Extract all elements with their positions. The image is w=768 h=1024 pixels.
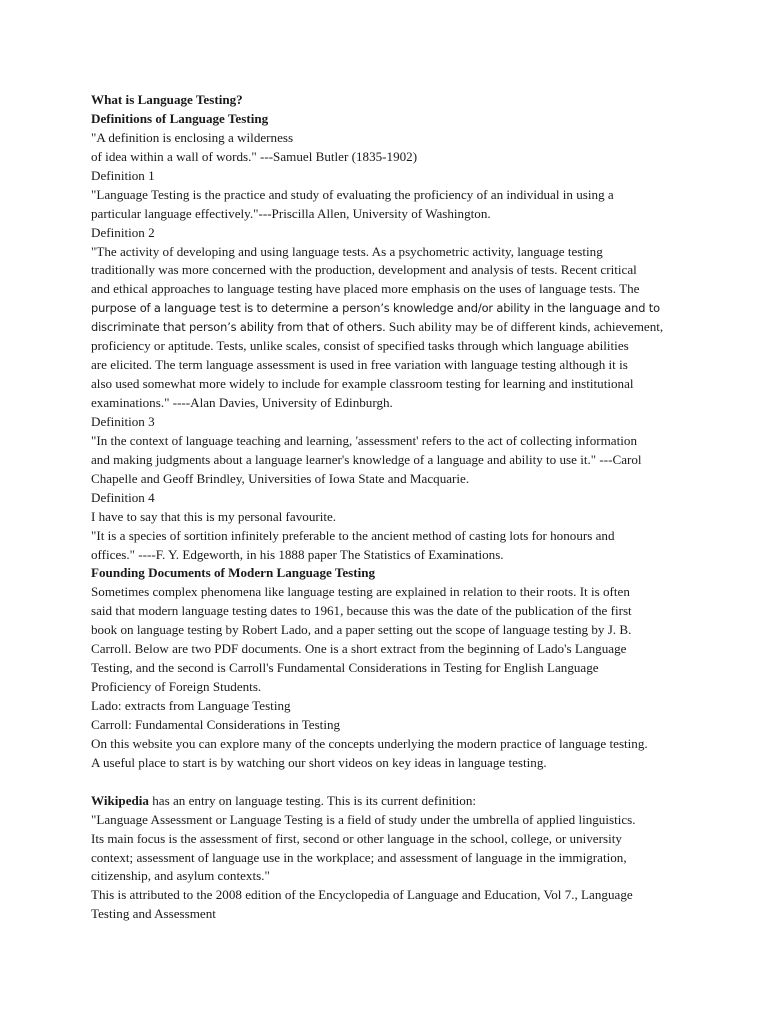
document-link-carroll[interactable]: Carroll: Fundamental Considerations in Testing [91,716,341,732]
paragraph-line: particular language effectively."---Priscilla Allen, University of Washington. [91,205,491,221]
paragraph-line: and ethical approaches to language testing have placed more emphasis on the uses of language tests. The [91,281,640,297]
paragraph-line: traditionally was more concerned with the production, development and analysis of tests. Recent critical [91,262,637,278]
definition-label: Definition 2 [91,224,155,240]
definition-label: Definition 3 [91,413,155,429]
paragraph-line: This is attributed to the 2008 edition of the Encyclopedia of Language and Education, Vol 7., Language [91,887,633,903]
paragraph-line: Its main focus is the assessment of first, second or other language in the school, college, or university [91,830,622,846]
paragraph-line: book on language testing by Robert Lado, and a paper setting out the scope of language testing by J. B. [91,622,632,638]
paragraph-line: also used somewhat more widely to include for example classroom testing for learning and institutional [91,376,634,392]
document-page [91,91,691,924]
paragraph-line: A useful place to start is by watching our short videos on key ideas in language testing. [91,754,547,770]
paragraph-line: "Language Testing is the practice and study of evaluating the proficiency of an individual in using a [91,186,614,202]
paragraph-line: proficiency or aptitude. Tests, unlike scales, consist of specified tasks through which language abilities [91,338,629,354]
paragraph-line [91,318,691,337]
paragraph-line: I have to say that this is my personal favourite. [91,508,337,524]
paragraph-line: and making judgments about a language learner's knowledge of a language and ability to use it." ---Carol [91,451,642,467]
paragraph-line: offices." ----F. Y. Edgeworth, in his 1888 paper The Statistics of Examinations. [91,546,504,562]
section-title-definitions: Definitions of Language Testing [91,110,269,126]
page-heading: What is Language Testing? [91,92,243,107]
paragraph-line: "The activity of developing and using language tests. As a psychometric activity, language testing [91,243,603,259]
section-title-founding-documents: Founding Documents of Modern Language Testing [91,565,376,581]
paragraph-line: Carroll. Below are two PDF documents. One is a short extract from the beginning of Lado's Language [91,641,627,657]
paragraph-fragment: discriminate that person’s ability from that of others. [91,320,386,335]
paragraph-fragment: Such ability may be of different kinds, achievement, [385,319,664,335]
epigraph-line: "A definition is enclosing a wilderness [91,129,294,145]
paragraph-line: examinations." ----Alan Davies, University of Edinburgh. [91,395,393,410]
paragraph-line: "It is a species of sortition infinitely preferable to the ancient method of casting lots for honours and [91,527,615,543]
paragraph-line: context; assessment of language use in the workplace; and assessment of language in the immigration, [91,849,627,865]
paragraph-line: "Language Assessment or Language Testing is a field of study under the umbrella of applied linguistics. [91,811,636,827]
paragraph-line: are elicited. The term language assessment is used in free variation with language testing although it is [91,357,628,373]
paragraph-line: citizenship, and asylum contexts." [91,868,270,884]
paragraph-line: purpose of a language test is to determine a person’s knowledge and/or ability in the language and to [91,301,660,316]
paragraph-line: Chapelle and Geoff Brindley, Universities of Iowa State and Macquarie. [91,470,470,486]
paragraph-fragment: has an entry on language testing. This is its current definition: [148,792,477,808]
wikipedia-label: Wikipedia [91,792,149,808]
document-link-lado[interactable]: Lado: extracts from Language Testing [91,698,291,713]
paragraph-line: On this website you can explore many of the concepts underlying the modern practice of language testing. [91,735,648,751]
paragraph-line: said that modern language testing dates to 1961, because this was the date of the publication of the first [91,603,632,619]
paragraph-spacer [91,773,691,792]
paragraph-line: Proficiency of Foreign Students. [91,679,262,695]
paragraph-line: Testing and Assessment [91,906,216,922]
definition-label: Definition 4 [91,489,155,505]
epigraph-line: of idea within a wall of words." ---Samuel Butler (1835-1902) [91,148,418,164]
paragraph-line: "In the context of language teaching and learning, 'assessment' refers to the act of collecting information [91,432,637,448]
paragraph-line: Sometimes complex phenomena like language testing are explained in relation to their roots. It is often [91,584,630,600]
paragraph-line: Testing, and the second is Carroll's Fundamental Considerations in Testing for English Language [91,660,599,676]
definition-label: Definition 1 [91,167,155,183]
paragraph-line [91,792,691,811]
